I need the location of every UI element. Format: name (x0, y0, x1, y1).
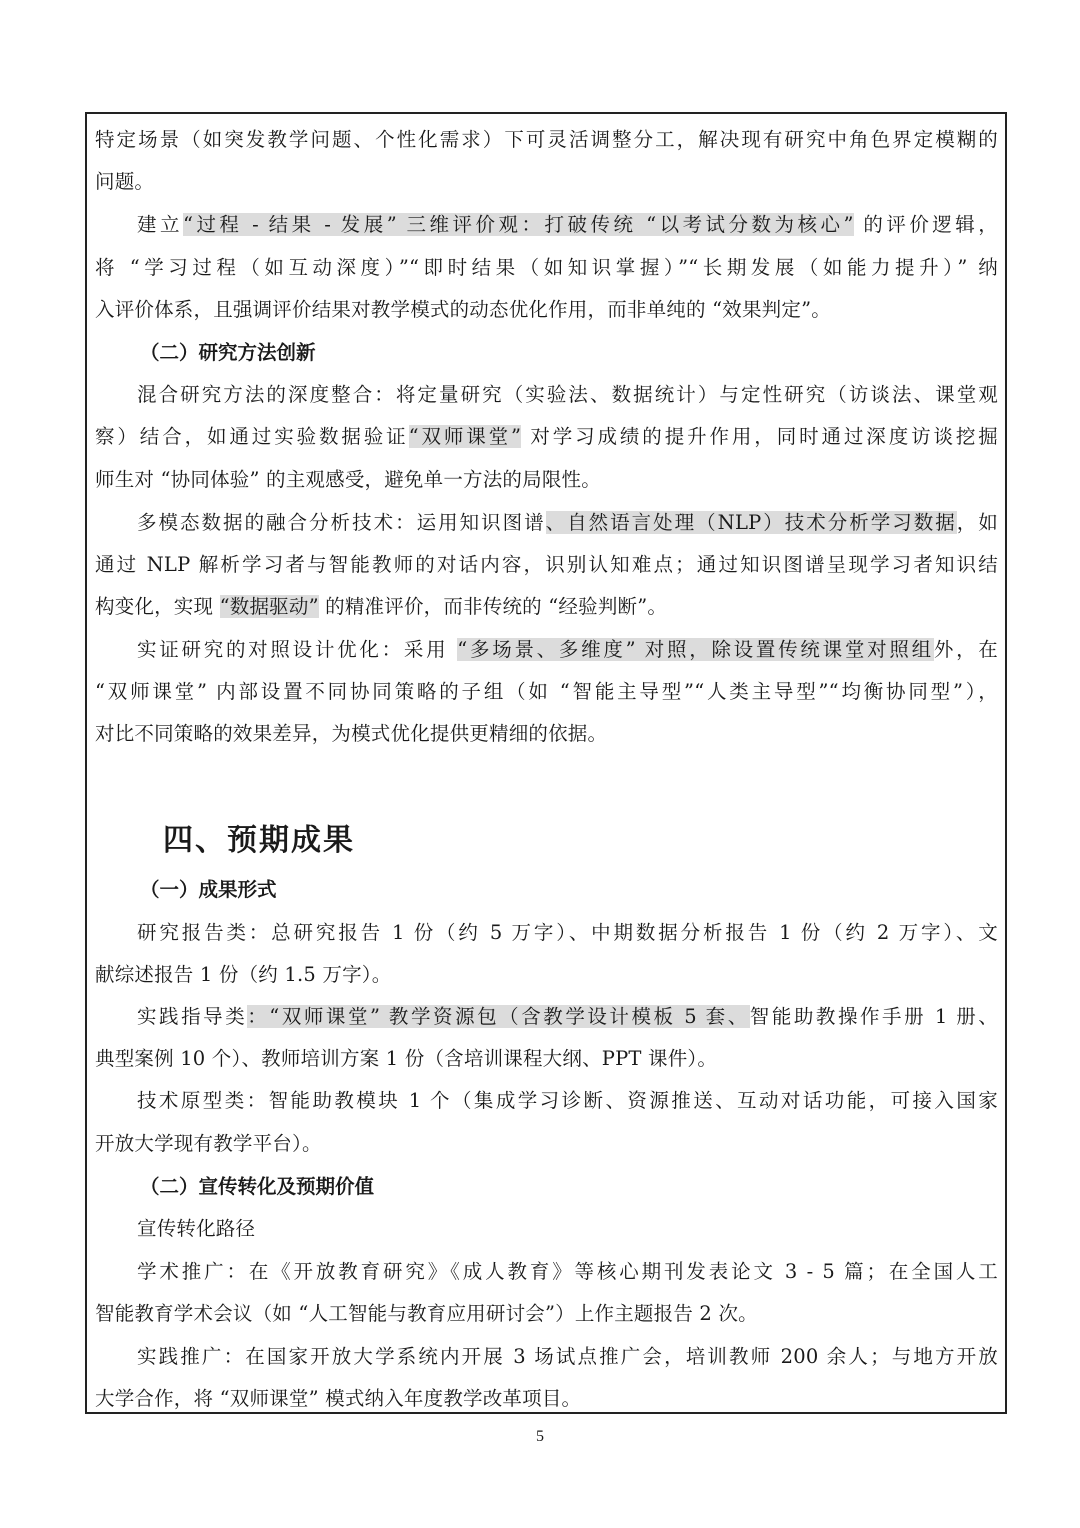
text-run: 构变化，实现 (95, 595, 220, 618)
subheading-promotion-value: （二）宣传转化及预期价值 (140, 1175, 375, 1198)
text-run: 对学习成绩的提升作用，同时通过深度访谈挖掘 (521, 425, 998, 448)
text-run: 实践指导类 (137, 1005, 248, 1028)
paragraph-line: 献综述报告 1 份（约 1.5 万字）。 (95, 963, 392, 986)
paragraph-line: 典型案例 10 个）、教师培训方案 1 份（含培训课程大纲、PPT 课件）。 (95, 1047, 718, 1070)
paragraph-line: 技术原型类：智能助教模块 1 个（集成学习诊断、资源推送、互动对话功能，可接入国家 (137, 1089, 998, 1112)
paragraph-line: 智能教育学术会议（如 “人工智能与教育应用研讨会”）上作主题报告 2 次。 (95, 1302, 758, 1325)
paragraph-line: 特定场景（如突发教学问题、个性化需求）下可灵活调整分工，解决现有研究中角色界定模糊的 (95, 128, 998, 151)
paragraph-line: 学术推广：在《开放教育研究》《成人教育》等核心期刊发表论文 3 - 5 篇；在全国人工 (137, 1260, 998, 1283)
text-run: 的精准评价，而非传统的 “经验判断”。 (318, 595, 668, 618)
highlighted-text: 、自然语言处理（NLP）技术分析学习数据 (545, 511, 957, 534)
paragraph-line: 将 “学习过程（如互动深度）”“即时结果（如知识掌握）”“长期发展（如能力提升）” 纳 (95, 256, 998, 279)
text-run: ，如 (956, 511, 998, 534)
highlighted-text: “双师课堂” (408, 425, 522, 448)
highlighted-text: “过程 - 结果 - 发展” 三维评价观：打破传统 “以考试分数为核心” (182, 213, 854, 236)
paragraph-line (137, 634, 998, 662)
paragraph-line: 实践推广：在国家开放大学系统内开展 3 场试点推广会，培训教师 200 余人；与地方开放 (137, 1345, 998, 1368)
text-run: 智能助教操作手册 1 册、 (749, 1005, 999, 1028)
paragraph-line (95, 421, 998, 449)
text-run: 察）结合，如通过实验数据验证 (95, 425, 409, 448)
paragraph-line: 通过 NLP 解析学习者与智能教师的对话内容，识别认知难点；通过知识图谱呈现学习者知识结 (95, 553, 998, 576)
subheading-research-method-innovation: （二）研究方法创新 (140, 341, 316, 364)
paragraph-line: 对比不同策略的效果差异，为模式优化提供更精细的依据。 (95, 722, 608, 745)
highlighted-text: “数据驱动” (219, 595, 319, 618)
paragraph-line: 入评价体系，且强调评价结果对教学模式的动态优化作用，而非单纯的 “效果判定”。 (95, 298, 831, 321)
highlighted-text: ：“双师课堂” 教学资源包（含教学设计模板 5 套、 (247, 1005, 750, 1028)
text-run: 多模态数据的融合分析技术：运用知识图谱 (137, 511, 546, 534)
paragraph-line: 宣传转化路径 (137, 1217, 256, 1240)
text-run: 建立 (137, 213, 183, 236)
paragraph-line (95, 591, 667, 619)
text-run: 外，在 (933, 638, 999, 661)
paragraph-line (137, 209, 998, 237)
subheading-result-forms: （一）成果形式 (140, 878, 277, 901)
paragraph-line: 师生对 “协同体验” 的主观感受，避免单一方法的局限性。 (95, 468, 601, 491)
highlighted-text: “多场景、多维度” 对照，除设置传统课堂对照组 (457, 638, 934, 661)
paragraph-line (137, 507, 998, 535)
text-run: 实证研究的对照设计优化：采用 (137, 638, 458, 661)
paragraph-line: 研究报告类：总研究报告 1 份（约 5 万字）、中期数据分析报告 1 份（约 2 万字）、文 (137, 921, 998, 944)
paragraph-line: 问题。 (95, 170, 155, 193)
section-heading-expected-results: 四、预期成果 (163, 823, 355, 858)
paragraph-line: 混合研究方法的深度整合：将定量研究（实验法、数据统计）与定性研究（访谈法、课堂观 (137, 383, 998, 406)
paragraph-line: 开放大学现有教学平台）。 (95, 1132, 322, 1155)
paragraph-line: “双师课堂” 内部设置不同协同策略的子组（如 “智能主导型”“人类主导型”“均衡协同型”）， (95, 680, 998, 703)
paragraph-line: 大学合作，将 “双师课堂” 模式纳入年度教学改革项目。 (95, 1387, 582, 1410)
paragraph-line (137, 1001, 998, 1029)
page-number: 5 (536, 1428, 544, 1445)
text-run: 的评价逻辑， (853, 213, 998, 236)
